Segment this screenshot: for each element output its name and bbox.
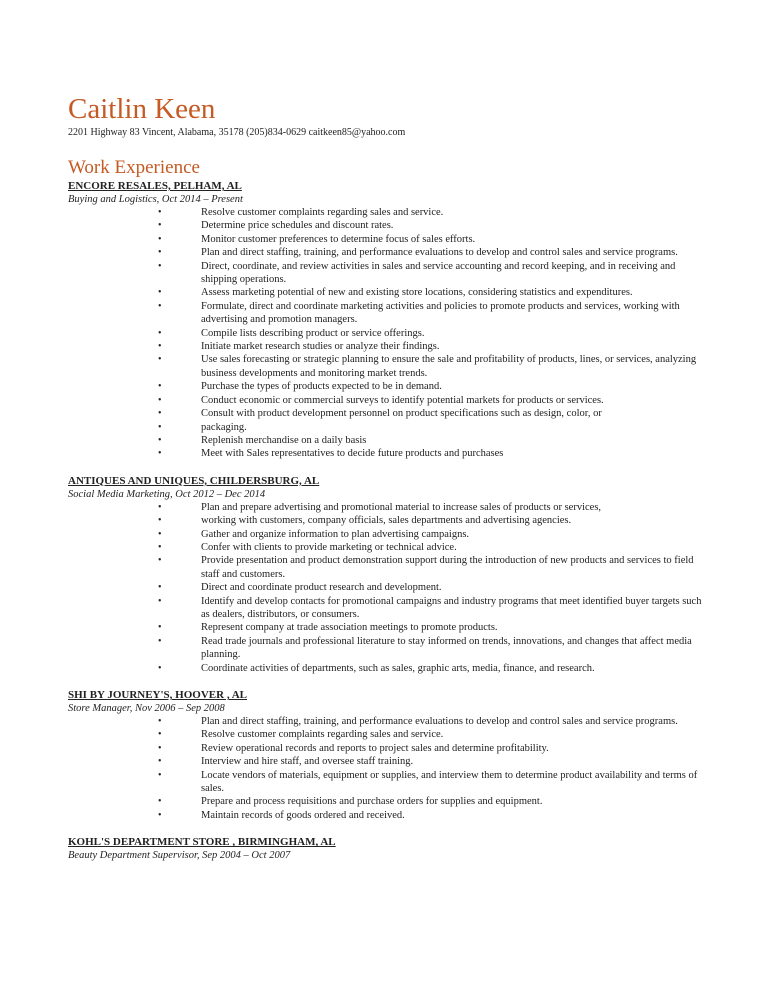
bullet-icon: • [158, 421, 162, 433]
duty-text: Determine price schedules and discount rates. [201, 220, 394, 232]
bullet-icon: • [158, 582, 162, 594]
duty-text: Locate vendors of materials, equipment or supplies, and interview them to determine product availability and terms of sales. [201, 769, 698, 795]
duty-item [68, 769, 708, 796]
bullet-icon: • [158, 541, 162, 553]
duty-text: Interview and hire staff, and oversee staff training. [201, 756, 414, 768]
job-list [68, 180, 708, 876]
bullet-icon: • [158, 354, 162, 366]
duty-text: Direct and coordinate product research and development. [201, 582, 442, 594]
job-entry [68, 475, 708, 675]
employer-heading: ENCORE RESALES, PELHAM, AL [68, 180, 242, 192]
bullet-icon: • [158, 555, 162, 567]
bullet-icon: • [158, 207, 162, 218]
job-entry [68, 180, 708, 461]
duty-item [68, 755, 708, 768]
duty-text: Identify and develop contacts for promotional campaigns and industry programs that meet identified buyer targets such as dealers, distributors, or consumers. [201, 595, 702, 620]
employer-heading: KOHL'S DEPARTMENT STORE , BIRMINGHAM, AL [68, 836, 336, 849]
duty-text: Review operational records and reports to project sales and determine profitability. [201, 742, 549, 754]
bullet-icon: • [158, 327, 162, 339]
duty-text: Formulate, direct and coordinate marketing activities and policies to promote products and services, working with advertising and promotion managers. [201, 300, 680, 326]
bullet-icon: • [158, 809, 162, 821]
duty-list [68, 501, 708, 675]
duty-item [68, 421, 708, 434]
duty-text: Resolve customer complaints regarding sales and service. [201, 729, 444, 741]
bullet-icon: • [158, 742, 162, 754]
bullet-icon: • [158, 716, 162, 727]
bullet-icon: • [158, 515, 162, 527]
duty-item [68, 635, 708, 662]
job-role: Social Media Marketing, Oct 2012 – Dec 2014 [68, 488, 266, 500]
bullet-icon: • [158, 729, 162, 741]
duty-item [68, 233, 708, 246]
duty-item [68, 219, 708, 232]
job-entry [68, 689, 708, 822]
candidate-name: Caitlin Keen [68, 93, 216, 125]
duty-text: Prepare and process requisitions and purchase orders for supplies and equipment. [201, 796, 543, 808]
duty-text: Plan and direct staffing, training, and performance evaluations to develop and control sales and service programs. [201, 716, 678, 727]
duty-item [68, 662, 708, 675]
duty-text: Represent company at trade association meetings to promote products. [201, 622, 498, 634]
bullet-icon: • [158, 434, 162, 446]
duty-text: Read trade journals and professional literature to stay informed on trends, innovations, and changes that affect media planning. [201, 635, 692, 661]
duty-item [68, 715, 708, 728]
bullet-icon: • [158, 635, 162, 647]
duty-item [68, 447, 708, 460]
duty-item [68, 501, 708, 514]
duty-text: Conduct economic or commercial surveys to identify potential markets for products or services. [201, 394, 604, 406]
job-entry [68, 836, 708, 862]
duty-text: Compile lists describing product or service offerings. [201, 327, 425, 339]
bullet-icon: • [158, 394, 162, 406]
duty-text: Gather and organize information to plan advertising campaigns. [201, 528, 470, 540]
bullet-icon: • [158, 448, 162, 460]
bullet-icon: • [158, 756, 162, 768]
bullet-icon: • [158, 528, 162, 540]
duty-text: Assess marketing potential of new and existing store locations, considering statistics and expenditures. [201, 287, 633, 299]
duty-text: Consult with product development personnel on product specifications such as design, color, or [201, 408, 602, 420]
duty-item [68, 795, 708, 808]
bullet-icon: • [158, 408, 162, 420]
duty-list [68, 206, 708, 461]
duty-text: Plan and prepare advertising and promotional material to increase sales of products or services, [201, 501, 602, 513]
employer-heading: ANTIQUES AND UNIQUES, CHILDERSBURG, AL [68, 474, 320, 487]
bullet-icon: • [158, 662, 162, 674]
bullet-icon: • [158, 501, 162, 513]
duty-item [68, 742, 708, 755]
bullet-icon: • [158, 260, 162, 272]
duty-item [68, 621, 708, 634]
duty-item [68, 595, 708, 622]
duty-text: working with customers, company officials, sales departments and advertising agencies. [201, 515, 572, 527]
duty-item [68, 206, 708, 219]
bullet-icon: • [158, 622, 162, 634]
bullet-icon: • [158, 220, 162, 232]
duty-item [68, 380, 708, 393]
duty-item [68, 340, 708, 353]
duty-text: Meet with Sales representatives to decide future products and purchases [201, 448, 504, 460]
duty-text: Initiate market research studies or analyze their findings. [201, 341, 440, 353]
duty-item [68, 394, 708, 407]
duty-item [68, 554, 708, 581]
duty-text: Coordinate activities of departments, such as sales, graphic arts, media, finance, and research. [201, 662, 595, 674]
job-role: Beauty Department Supervisor, Sep 2004 – Oct 2007 [68, 850, 291, 862]
duty-text: Use sales forecasting or strategic planning to ensure the sale and profitability of products, lines, or services, analyzing business developments and monitoring market trends. [201, 354, 697, 379]
duty-item [68, 246, 708, 259]
duty-item [68, 327, 708, 340]
bullet-icon: • [158, 247, 162, 259]
duty-item [68, 434, 708, 447]
contact-line: 2201 Highway 83 Vincent, Alabama, 35178 (205)834-0629 caitkeen85@yahoo.com [68, 127, 406, 138]
job-role: Buying and Logistics, Oct 2014 – Present [68, 194, 243, 205]
duty-item [68, 809, 708, 822]
duty-item [68, 260, 708, 287]
duty-item [68, 581, 708, 594]
bullet-icon: • [158, 595, 162, 607]
duty-text: Resolve customer complaints regarding sales and service. [201, 207, 444, 218]
duty-text: Plan and direct staffing, training, and performance evaluations to develop and control sales and service programs. [201, 247, 678, 259]
employer-heading: SHI BY JOURNEY'S, HOOVER , AL [68, 689, 247, 701]
duty-item [68, 528, 708, 541]
bullet-icon: • [158, 381, 162, 393]
duty-item [68, 407, 708, 420]
duty-text: Monitor customer preferences to determine focus of sales efforts. [201, 233, 476, 245]
duty-text: Direct, coordinate, and review activities in sales and service accounting and record keeping, and in receiving and shipping operations. [201, 260, 676, 286]
section-title-work-experience: Work Experience [68, 157, 200, 178]
duty-text: Replenish merchandise on a daily basis [201, 434, 367, 446]
bullet-icon: • [158, 233, 162, 245]
duty-item [68, 728, 708, 741]
duty-text: Provide presentation and product demonstration support during the introduction of new products and services to field staff and customers. [201, 555, 694, 580]
duty-item [68, 541, 708, 554]
bullet-icon: • [158, 287, 162, 299]
duty-text: Confer with clients to provide marketing or technical advice. [201, 541, 457, 553]
duty-item [68, 514, 708, 527]
bullet-icon: • [158, 300, 162, 312]
bullet-icon: • [158, 769, 162, 781]
duty-item [68, 300, 708, 327]
duty-list [68, 715, 708, 822]
duty-item [68, 353, 708, 380]
duty-text: Purchase the types of products expected to be in demand. [201, 381, 442, 393]
bullet-icon: • [158, 341, 162, 353]
bullet-icon: • [158, 796, 162, 808]
duty-item [68, 286, 708, 299]
duty-text: Maintain records of goods ordered and received. [201, 809, 405, 821]
job-role: Store Manager, Nov 2006 – Sep 2008 [68, 703, 225, 714]
duty-text: packaging. [201, 421, 247, 433]
